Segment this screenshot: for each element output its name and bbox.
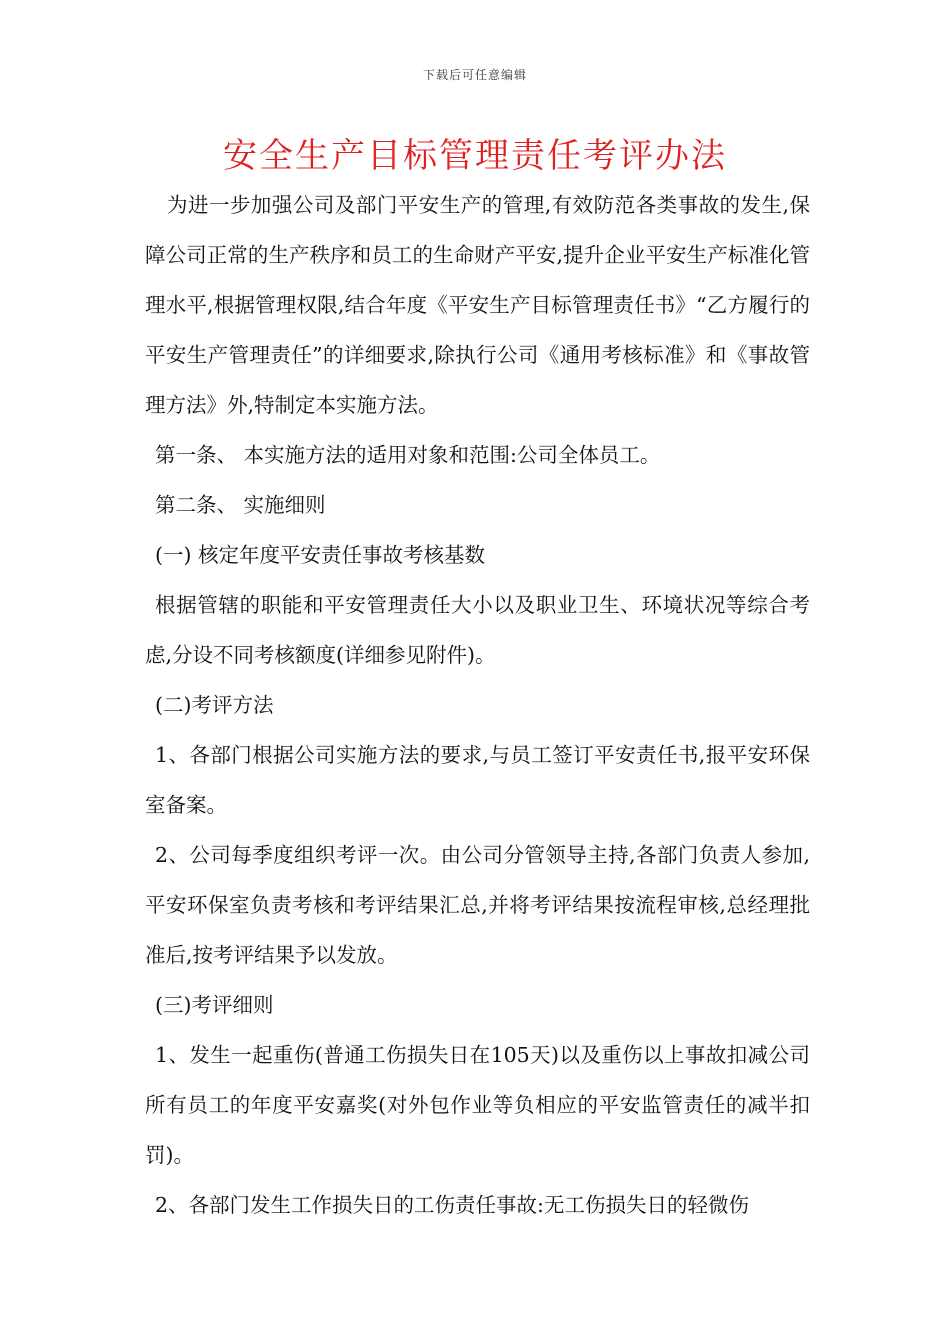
header-note: 下载后可任意编辑: [422, 68, 527, 82]
section-two-heading: (二)考评方法: [155, 693, 274, 717]
section-one-paragraph: 根据管辖的职能和平安管理责任大小以及职业卫生、环境状况等综合考虑,分设不同考核额度(详细参见附件)。: [145, 593, 810, 667]
section-two-item-1: 1、各部门根据公司实施方法的要求,与员工签订平安责任书,报平安环保室备案。: [145, 743, 810, 817]
section-one-heading: (一) 核定年度平安责任事故考核基数: [155, 543, 486, 567]
article-two: 第二条、 实施细则: [155, 493, 326, 517]
section-three-item-2: 2、各部门发生工作损失日的工伤责任事故:无工伤损失日的轻微伤: [155, 1193, 749, 1217]
document-title: 安全生产目标管理责任考评办法: [223, 136, 727, 176]
section-three-item-1: 1、发生一起重伤(普通工伤损失日在105天)以及重伤以上事故扣减公司所有员工的年度平安嘉奖(对外包作业等负相应的平安监管责任的减半扣罚)。: [145, 1043, 810, 1167]
document-body: [145, 180, 810, 1230]
section-two-item-2: 2、公司每季度组织考评一次。由公司分管领导主持,各部门负责人参加,平安环保室负责考核和考评结果汇总,并将考评结果按流程审核,总经理批准后,按考评结果予以发放。: [145, 843, 810, 967]
intro-paragraph: 为进一步加强公司及部门平安生产的管理,有效防范各类事故的发生,保障公司正常的生产秩序和员工的生命财产平安,提升企业平安生产标准化管理水平,根据管理权限,结合年度《平安生产目标管理责任书》“乙方履行的平安生产管理责任”的详细要求,除执行公司《通用考核标准》和《事故管理方法》外,特制定本实施方法。: [145, 193, 810, 417]
section-three-heading: (三)考评细则: [155, 993, 274, 1017]
article-one: 第一条、 本实施方法的适用对象和范围:公司全体员工。: [155, 443, 661, 467]
